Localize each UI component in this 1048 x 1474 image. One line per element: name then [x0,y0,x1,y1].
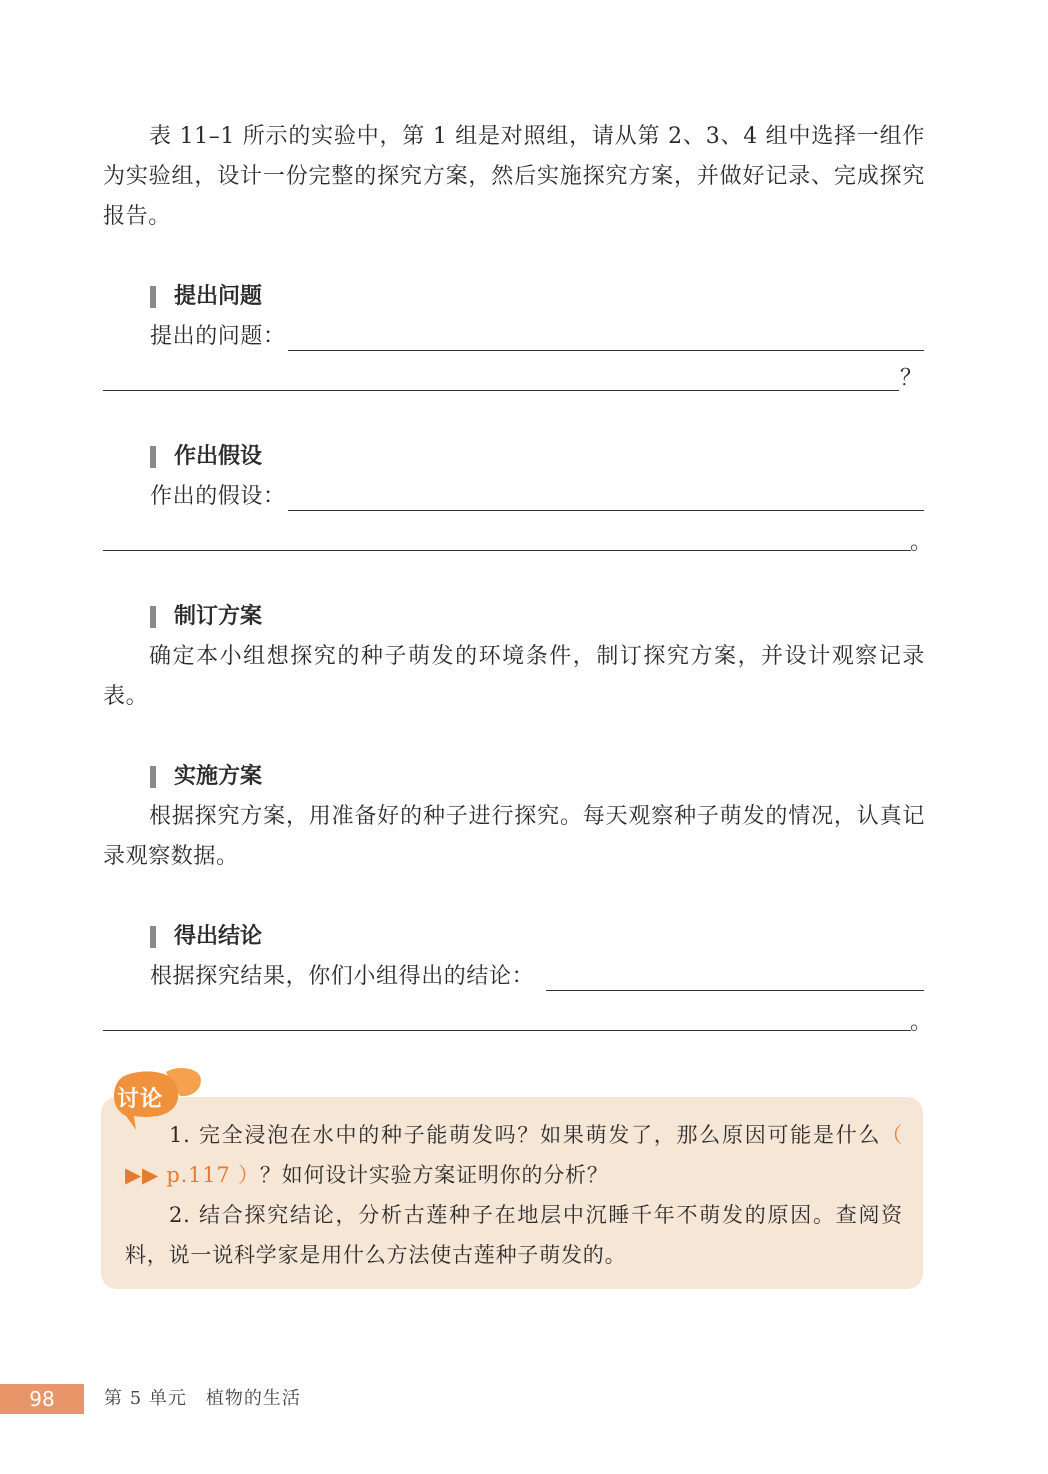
section-heading-question: 提出问题 [150,284,262,310]
conclusion-label: 根据探究结果，你们小组得出的结论： [150,964,535,989]
section-heading-implement: 实施方案 [150,764,262,790]
discussion-question-2: 2. 结合探究结论，分析古莲种子在地层中沉睡千年不萌发的原因。查阅资料，说一说科学家是用什么方法使古莲种子萌发的。 [125,1203,903,1267]
page-number: 98 [0,1384,84,1414]
question-answer-line-1[interactable] [288,350,924,351]
question-answer-line-2[interactable] [103,390,899,391]
conclusion-end-mark: 。 [910,1010,933,1035]
discussion-question-1: 1. 完全浸泡在水中的种子能萌发吗？如果萌发了，那么原因可能是什么（ ▶▶ p.117 ）？如何设计实验方案证明你的分析？ [125,1123,903,1187]
hypothesis-answer-line-1[interactable] [288,510,924,511]
page-reference-link[interactable]: （ ▶▶ p.117 ） [125,1123,903,1187]
section-heading-plan: 制订方案 [150,604,262,630]
hypothesis-answer-line-2[interactable] [103,550,911,551]
question-label: 提出的问题： [150,324,286,349]
discussion-badge-label: 讨论 [117,1087,164,1112]
hypothesis-label: 作出的假设： [150,484,286,509]
section-heading-hypothesis: 作出假设 [150,444,262,470]
implement-paragraph: 根据探究方案，用准备好的种子进行探究。每天观察种子萌发的情况，认真记录观察数据。 [103,804,925,869]
question-end-mark: ？ [900,366,923,391]
hypothesis-end-mark: 。 [910,530,933,555]
conclusion-answer-line-2[interactable] [103,1030,911,1031]
intro-paragraph: 表 11–1 所示的实验中，第 1 组是对照组，请从第 2、3、4 组中选择一组作为实验组，设计一份完整的探究方案，然后实施探究方案，并做好记录、完成探究报告。 [103,124,925,229]
plan-paragraph: 确定本小组想探究的种子萌发的环境条件，制订探究方案，并设计观察记录表。 [103,644,925,709]
section-heading-conclusion: 得出结论 [150,924,262,950]
footer-unit-title: 第 5 单元 植物的生活 [104,1388,301,1409]
conclusion-answer-line-1[interactable] [546,990,924,991]
